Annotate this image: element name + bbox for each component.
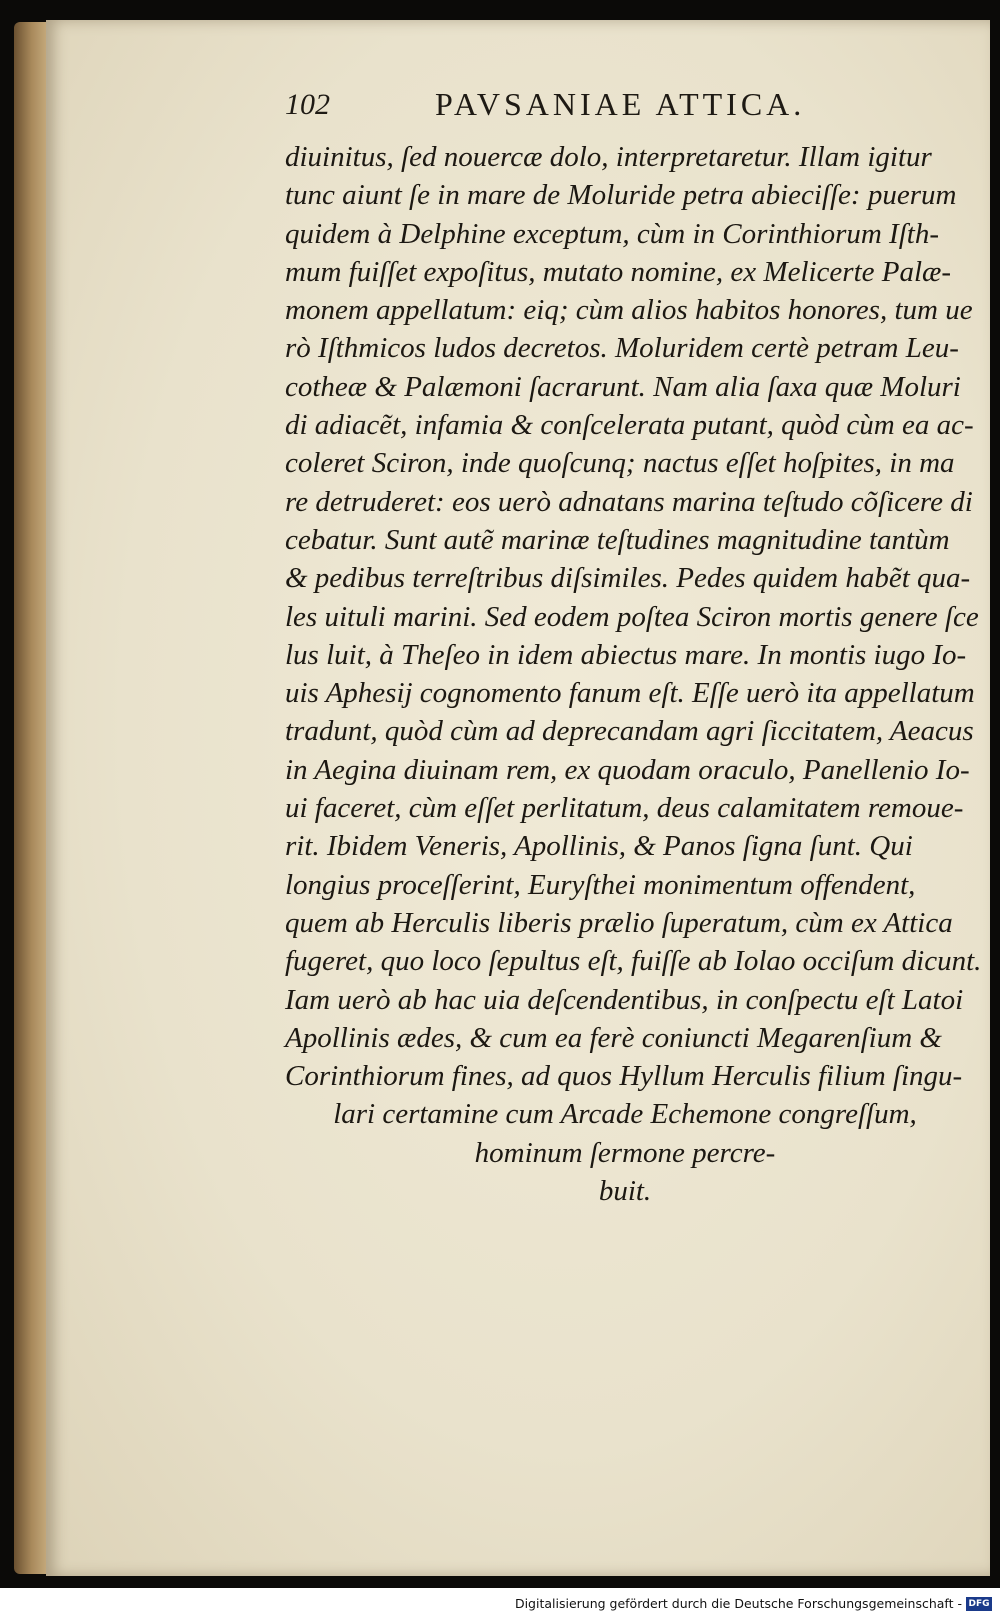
text-line: Iam uerò ab hac uia deſcendentibus, in conſpectu eſt Latoi xyxy=(285,983,964,1016)
text-line: uis Aphesij cognomento fanum eſt. Eſſe uerò ita appellatum xyxy=(285,677,975,710)
text-line: fugeret, quo loco ſepultus eſt, fuiſſe ab Iolao occiſum dicunt. xyxy=(285,945,982,978)
text-line: cotheæ & Palæmoni ſacrarunt. Nam alia ſaxa quæ Moluri xyxy=(285,370,961,403)
page-heading: PAVSANIAE ATTICA. xyxy=(435,86,806,122)
text-line: lus luit, à Theſeo in idem abiectus mare. In montis iugo Io- xyxy=(285,638,967,671)
text-line: longius proceſſerint, Euryſthei monimentum offendent, xyxy=(285,868,916,901)
text-line: re detruderet: eos uerò adnatans marina teſtudo cõſicere di xyxy=(285,485,973,518)
text-line: diuinitus, ſed nouercæ dolo, interpretaretur. Illam igitur xyxy=(285,141,932,173)
text-line: cebatur. Sunt autẽ marinæ teſtudines magnitudine tantùm xyxy=(285,523,950,556)
text-line: rò Iſthmicos ludos decretos. Moluridem certè petram Leu- xyxy=(285,332,959,365)
text-line: les uituli marini. Sed eodem poſtea Sciron mortis genere ſce xyxy=(285,600,979,633)
text-line: quidem à Delphine exceptum, cùm in Corinthiorum Iſth- xyxy=(285,217,939,250)
text-line: mum fuiſſet expoſitus, mutato nomine, ex Melicerte Palæ- xyxy=(285,255,952,288)
text-line-centered: lari certamine cum Arcade Echemone congreſſum, xyxy=(333,1098,917,1131)
text-line: quem ab Herculis liberis prælio ſuperatum, cùm ex Attica xyxy=(285,906,953,939)
dfg-logo-icon: DFG xyxy=(966,1597,992,1611)
text-line: rit. Ibidem Veneris, Apollinis, & Panos ſigna ſunt. Qui xyxy=(285,830,913,863)
text-line: di adiacẽt, infamia & conſcelerata putant, quòd cùm ea ac- xyxy=(285,409,974,442)
text-line: & pedibus terreſtribus diſsimiles. Pedes quidem habẽt qua- xyxy=(285,562,971,595)
text-line-centered: buit. xyxy=(598,1175,652,1208)
text-line: in Aegina diuinam rem, ex quodam oraculo, Panellenio Io- xyxy=(285,753,970,786)
credit-text: Digitalisierung gefördert durch die Deutsche Forschungsgemeinschaft - xyxy=(514,1596,962,1611)
text-line: coleret Sciron, inde quoſcunq; nactus eſſet hoſpites, in ma xyxy=(285,447,955,480)
text-line-centered: hominum ſermone percre- xyxy=(474,1136,776,1169)
text-line: monem appellatum: eiq; cùm alios habitos honores, tum ue xyxy=(285,294,973,327)
page-number: 102 xyxy=(285,88,330,121)
text-line: Corinthiorum fines, ad quos Hyllum Herculis filium ſingu- xyxy=(285,1060,963,1093)
text-line: tradunt, quòd cùm ad deprecandam agri ſiccitatem, Aeacus xyxy=(285,715,974,748)
text-line: Apollinis ædes, & cum ea ferè coniuncti Megarenſium & xyxy=(285,1021,942,1054)
text-block xyxy=(285,138,985,1210)
running-head xyxy=(285,88,865,128)
text-line: ui faceret, cùm eſſet perlitatum, deus calamitatem remoue- xyxy=(285,792,964,825)
text-line: tunc aiunt ſe in mare de Moluride petra abieciſſe: puerum xyxy=(285,179,957,212)
digitization-credit xyxy=(515,1596,992,1611)
